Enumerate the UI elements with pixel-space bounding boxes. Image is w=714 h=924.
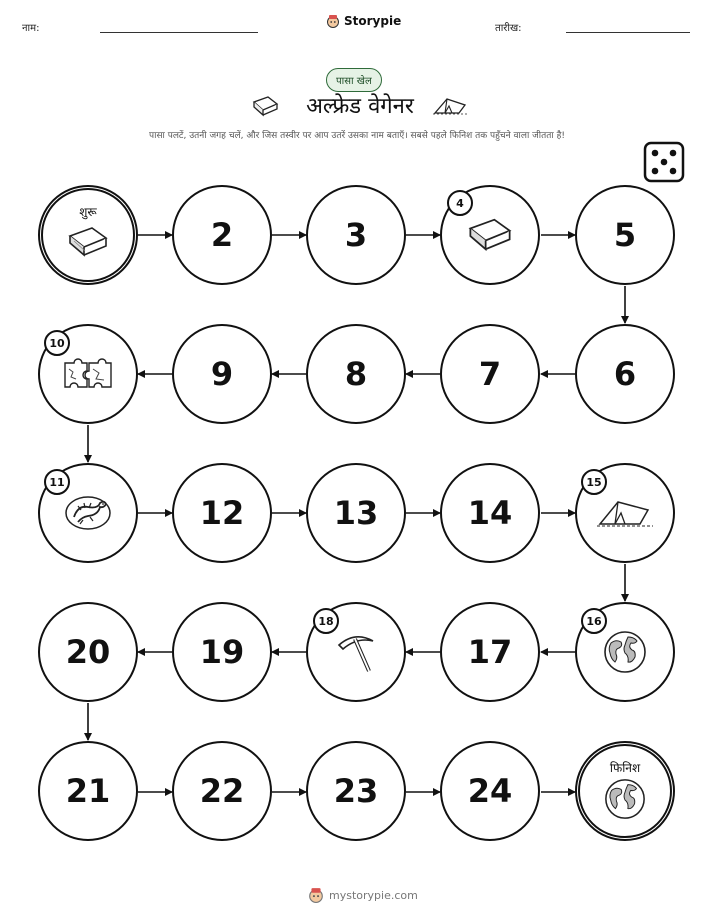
game-type-badge: पासा खेल xyxy=(326,68,382,92)
cell-number: 2 xyxy=(210,216,234,254)
board-cell-5 xyxy=(575,185,675,285)
cell-badge-4: 4 xyxy=(447,190,473,216)
globe-icon xyxy=(603,777,647,821)
cell-number: 8 xyxy=(344,355,368,393)
cell-badge-18: 18 xyxy=(313,608,339,634)
cell-badge-15: 15 xyxy=(581,469,607,495)
cell-number: 22 xyxy=(199,772,245,810)
board-cell-9 xyxy=(172,324,272,424)
instructions: पासा पलटें, उतनी जगह चलें, और जिस तस्वीर पर आप उतरें उसका नाम बताएँ। सबसे पहले फिनिश तक पहुँचने वाला जीतता है! xyxy=(149,131,565,141)
tent-icon xyxy=(596,496,654,530)
board-cell-21 xyxy=(38,741,138,841)
cell-number: 21 xyxy=(65,772,111,810)
board-cell-8 xyxy=(306,324,406,424)
board-cell-24 xyxy=(440,741,540,841)
start-label: शुरू xyxy=(79,205,97,219)
page-title: अल्फ्रेड वेगेनर xyxy=(306,94,414,119)
cell-badge-10: 10 xyxy=(44,330,70,356)
board-cell-start xyxy=(38,185,138,285)
board-cell-7 xyxy=(440,324,540,424)
cell-number: 14 xyxy=(467,494,513,532)
board-cell-12 xyxy=(172,463,272,563)
cell-number: 19 xyxy=(199,633,245,671)
puzzle-icon xyxy=(62,357,114,391)
brand-name: Storypie xyxy=(344,14,402,28)
board-cell-23 xyxy=(306,741,406,841)
board-cell-2 xyxy=(172,185,272,285)
book-icon xyxy=(466,215,514,255)
footer-site[interactable]: mystorypie.com xyxy=(329,888,418,902)
board-cell-3 xyxy=(306,185,406,285)
finish-label: फिनिश xyxy=(609,761,641,775)
fossil-icon xyxy=(63,493,113,533)
board-cell-13 xyxy=(306,463,406,563)
cell-number: 5 xyxy=(613,216,637,254)
pickaxe-icon xyxy=(333,629,379,675)
cell-number: 20 xyxy=(65,633,111,671)
date-label: तारीख: xyxy=(495,23,522,34)
cell-badge-11: 11 xyxy=(44,469,70,495)
cell-number: 3 xyxy=(344,216,368,254)
board-cell-17 xyxy=(440,602,540,702)
cell-badge-16: 16 xyxy=(581,608,607,634)
board-cell-22 xyxy=(172,741,272,841)
cell-number: 12 xyxy=(199,494,245,532)
name-label: नाम: xyxy=(22,23,40,34)
book-icon xyxy=(66,224,110,260)
globe-icon xyxy=(602,629,648,675)
footer xyxy=(308,887,418,903)
cell-number: 24 xyxy=(467,772,513,810)
cell-number: 23 xyxy=(333,772,379,810)
cell-number: 7 xyxy=(478,355,502,393)
board-cell-14 xyxy=(440,463,540,563)
cell-number: 9 xyxy=(210,355,234,393)
storypie-logo-icon xyxy=(308,887,324,903)
board-cell-finish xyxy=(575,741,675,841)
cell-number: 6 xyxy=(613,355,637,393)
board-cell-19 xyxy=(172,602,272,702)
board-cell-20 xyxy=(38,602,138,702)
cell-number: 13 xyxy=(333,494,379,532)
cell-number: 17 xyxy=(467,633,513,671)
board-cell-6 xyxy=(575,324,675,424)
